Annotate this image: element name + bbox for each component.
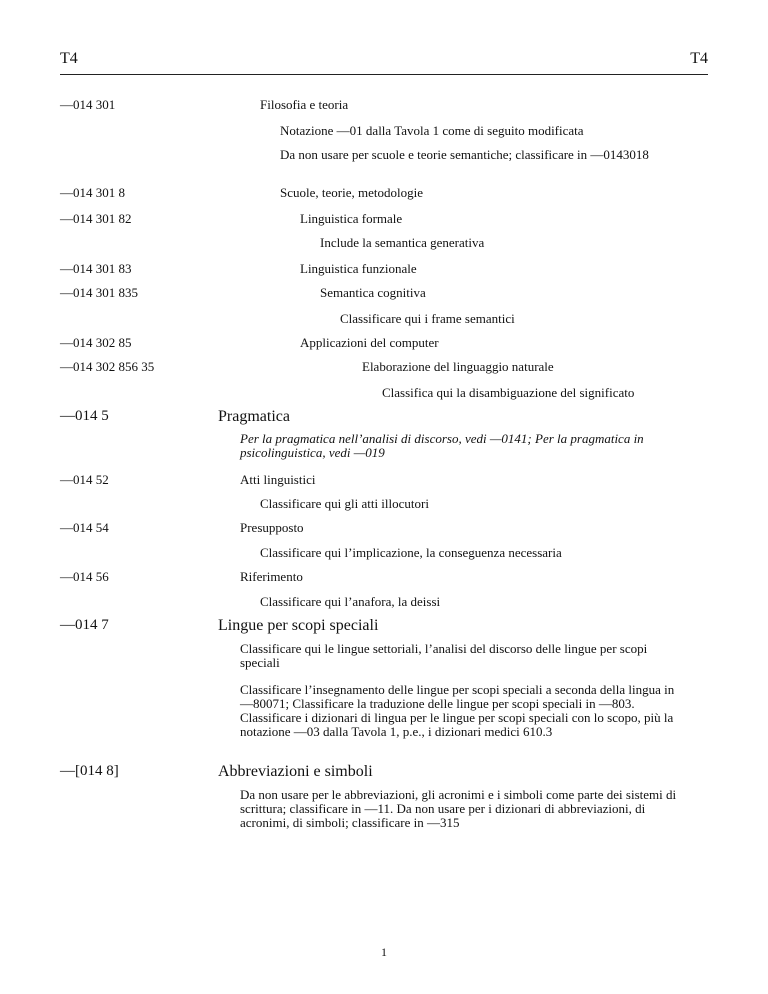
notation-014-5: —014 5 bbox=[60, 408, 109, 424]
entry-label: Scuole, teorie, metodologie bbox=[280, 185, 423, 200]
notation-014-302-85: —014 302 85 bbox=[60, 335, 132, 350]
entry-note: Da non usare per le abbreviazioni, gli acronimi e i simboli come parte dei sistemi di scrittura; classificare in —11. Da non usare per i dizionari di abbreviazioni, di acronimi, di simboli; classificare in —315 bbox=[240, 787, 677, 830]
notation-014-301-835: —014 301 835 bbox=[60, 285, 138, 300]
notation-014-301-8: —014 301 8 bbox=[60, 185, 125, 200]
notation-014-54: —014 54 bbox=[60, 520, 109, 535]
entry-note: Classificare l’insegnamento delle lingue per scopi speciali a seconda della lingua in —80071; Classificare la traduzione delle lingue per scopi speciali in —803. Classificare i dizionari di lingua per le lingue per scopi speciali con lo scopo, più la notazione —03 dalla Tavola 1, p.e., i dizionari medici 610.3 bbox=[240, 682, 675, 739]
entry-heading: Pragmatica bbox=[218, 408, 290, 425]
notation-014-8: —[014 8] bbox=[60, 763, 119, 779]
notation-014-52: —014 52 bbox=[60, 472, 109, 487]
entry-heading: Lingue per scopi speciali bbox=[218, 617, 379, 634]
page-header bbox=[60, 50, 708, 75]
entry-label: Linguistica funzionale bbox=[300, 261, 417, 276]
entry-note: Per la pragmatica nell’analisi di discorso, vedi —0141; Per la pragmatica in psicolinguistica, vedi —019 bbox=[240, 431, 644, 460]
entry-note: Classificare qui l’implicazione, la conseguenza necessaria bbox=[260, 545, 562, 560]
header-right: T4 bbox=[690, 50, 708, 67]
notation-014-301-83: —014 301 83 bbox=[60, 261, 132, 276]
entry-label: Presupposto bbox=[240, 520, 304, 535]
notation-014-301-82: —014 301 82 bbox=[60, 211, 132, 226]
entry-label: Atti linguistici bbox=[240, 472, 316, 487]
entry-note: Classifica qui la disambiguazione del significato bbox=[382, 385, 635, 400]
entry-label: Applicazioni del computer bbox=[300, 335, 439, 350]
entry-label: Filosofia e teoria bbox=[260, 97, 349, 112]
entry-heading: Abbreviazioni e simboli bbox=[218, 763, 373, 780]
notation-014-56: —014 56 bbox=[60, 569, 109, 584]
entry-label: Linguistica formale bbox=[300, 211, 403, 226]
entry-note: Da non usare per scuole e teorie semantiche; classificare in —0143018 bbox=[280, 147, 649, 162]
entry-note: Classificare qui le lingue settoriali, l’analisi del discorso delle lingue per scopi speciali bbox=[240, 641, 648, 670]
entry-note: Notazione —01 dalla Tavola 1 come di seguito modificata bbox=[280, 123, 584, 138]
page-number: 1 bbox=[381, 945, 387, 959]
entry-label: Semantica cognitiva bbox=[320, 285, 426, 300]
header-left: T4 bbox=[60, 50, 78, 67]
entry-label: Elaborazione del linguaggio naturale bbox=[362, 359, 554, 374]
entry-note: Include la semantica generativa bbox=[320, 235, 485, 250]
notation-014-7: —014 7 bbox=[60, 617, 109, 633]
entry-label: Riferimento bbox=[240, 569, 303, 584]
entry-note: Classificare qui l’anafora, la deissi bbox=[260, 594, 441, 609]
entry-note: Classificare qui i frame semantici bbox=[340, 311, 515, 326]
entry-note: Classificare qui gli atti illocutori bbox=[260, 496, 429, 511]
notation-014-302-856-35: —014 302 856 35 bbox=[60, 359, 155, 374]
notation-014-301: —014 301 bbox=[60, 97, 116, 112]
